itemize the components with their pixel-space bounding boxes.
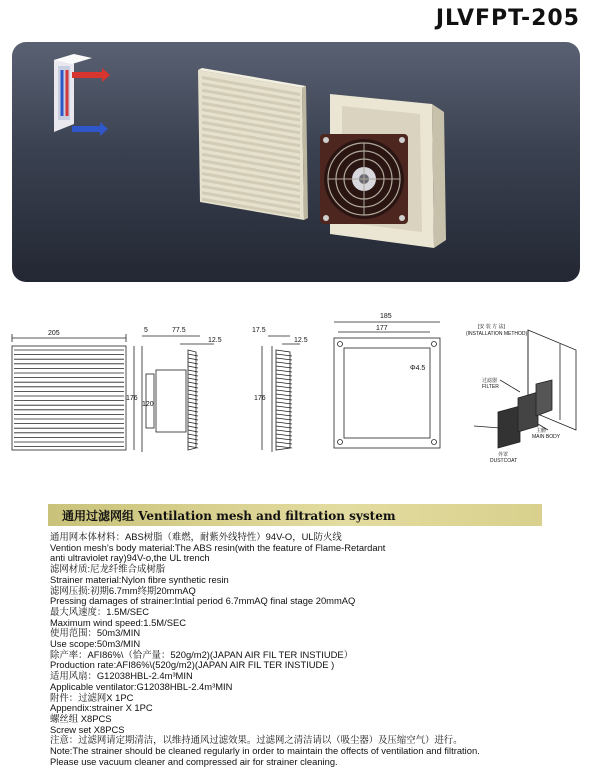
dim-176-a: 176 xyxy=(126,395,138,402)
dim-12-5-a: 12.5 xyxy=(208,337,222,344)
label-body-en: MAIN BODY xyxy=(532,434,561,440)
dim-5: 5 xyxy=(144,327,148,334)
louver-profile-line xyxy=(188,354,198,356)
spec-line: 附件：过滤网X 1PC xyxy=(50,691,134,703)
dim-185: 185 xyxy=(380,313,392,320)
label-dustcoat-cn: 外罩 xyxy=(498,452,509,458)
spec-line: Applicable ventilator:G12038HBL-2.4m³MIN xyxy=(50,680,233,692)
dim-176-b: 176 xyxy=(254,395,266,402)
louver-profile-line xyxy=(188,398,198,400)
louver-profile-line xyxy=(188,362,198,364)
louver-profile-line xyxy=(188,382,198,384)
spec-line: 除产率：AFI86%\（恰产量：520g/m2)(JAPAN AIR FIL TER INSTIUDE） xyxy=(50,648,354,660)
spec-line: Note:The strainer should be cleaned regularly in order to maintain the offects of ventilation and filtration. xyxy=(50,745,480,757)
louver-profile-line xyxy=(188,394,198,396)
spec-line: Please use vacuum cleaner and compressed air for strainer cleaning. xyxy=(50,755,338,767)
dim-17-5: 17.5 xyxy=(252,327,266,334)
louver-profile-line xyxy=(188,386,198,388)
spec-line: Appendix:strainer X 1PC xyxy=(50,702,153,714)
louver-profile-line xyxy=(188,402,198,404)
side-section-drawing xyxy=(134,336,214,452)
louver-profile-line xyxy=(188,406,198,408)
louver-profile-line xyxy=(188,446,198,448)
louver-profile-line xyxy=(188,422,198,424)
label-body-cn: 主體 xyxy=(536,428,547,434)
louver-profile-line xyxy=(188,434,198,436)
label-filter-en: FILTER xyxy=(482,384,499,390)
spec-line: Screw set X8PCS xyxy=(50,723,125,735)
spec-line: Use scope:50m3/MIN xyxy=(50,638,141,650)
front-view-drawing xyxy=(12,334,126,450)
spec-line: 最大风速度：1.5M/SEC xyxy=(50,605,149,617)
spec-line: 螺丝组 X8PCS xyxy=(50,712,112,724)
louver-profile-line xyxy=(188,414,198,416)
product-photo-panel xyxy=(12,42,580,282)
louver-profile-line xyxy=(188,366,198,368)
section-heading: 通用过滤网组 Ventilation mesh and filtration system xyxy=(62,509,396,523)
airflow-diagram-icon xyxy=(54,54,110,136)
dim-177: 177 xyxy=(376,325,388,332)
grille-profile-drawing xyxy=(262,336,300,452)
louver-profile-line xyxy=(188,442,198,444)
section-heading-band xyxy=(48,504,542,526)
spec-line: Strainer material:Nylon fibre synthetic resin xyxy=(50,573,229,585)
install-title-en: (INSTALLATION METHOD) xyxy=(466,331,528,337)
panel-cutout-drawing xyxy=(334,322,440,448)
dim-77-5: 77.5 xyxy=(172,327,186,334)
install-title-cn: [安 装 方 法] xyxy=(478,324,505,330)
spec-line: 滤网压损:初期6.7mm终期20mmAQ xyxy=(50,584,196,596)
louver-profile-line xyxy=(188,378,198,380)
spec-line: 使用范围：50m3/MIN xyxy=(50,627,141,639)
label-filter-cn: 过滤器 xyxy=(482,378,498,384)
louver-profile-line xyxy=(188,370,198,372)
spec-line: Vention mesh’s body material:The ABS resin(with the feature of Flame-Retardant xyxy=(50,541,386,553)
louver-profile-line xyxy=(188,430,198,432)
product-title: JLVFPT-205 xyxy=(435,6,580,31)
spec-line: Production rate:AFI86%\(520g/m2)(JAPAN AIR FIL TER INSTIUDE ) xyxy=(50,659,335,671)
label-dustcoat-en: DUSTCOAT xyxy=(490,458,518,464)
spec-line: anti ultraviolet ray)94V-o,the UL trench xyxy=(50,552,210,564)
dim-12-5-b: 12.5 xyxy=(294,337,308,344)
louver-profile-line xyxy=(188,390,198,392)
spec-line: Maximum wind speed:1.5M/SEC xyxy=(50,616,186,628)
louver-profile-line xyxy=(188,438,198,440)
spec-line: 适用风扇：G12038HBL-2.4m³MIN xyxy=(50,670,193,682)
louver-profile-line xyxy=(188,358,198,360)
fan-unit-image xyxy=(320,94,446,248)
louver-profile-line xyxy=(188,426,198,428)
technical-drawings xyxy=(0,300,600,470)
louver-profile-line xyxy=(188,374,198,376)
louver-profile-line xyxy=(188,418,198,420)
spec-list xyxy=(50,532,590,767)
spec-line: 通用网本体材料：ABS树脂（难燃，耐紫外线特性）94V-O，UL防火线 xyxy=(50,531,342,542)
spec-line: Pressing damages of strainer:Intial period 6.7mmAQ final stage 20mmAQ xyxy=(50,595,356,607)
spec-line: 注意：过滤网请定期清洁，以维持通风过滤效果。过滤网之清洁请以（吸尘器）及压缩空气）进行。 xyxy=(50,734,463,746)
spec-line: 滤网材质:尼龙纤维合成树脂 xyxy=(50,563,166,575)
filter-grille-image xyxy=(198,68,308,220)
dim-hole: Φ4.5 xyxy=(410,365,426,372)
dim-120: 120 xyxy=(142,401,154,408)
louver-profile-line xyxy=(188,410,198,412)
dim-205: 205 xyxy=(48,330,60,337)
